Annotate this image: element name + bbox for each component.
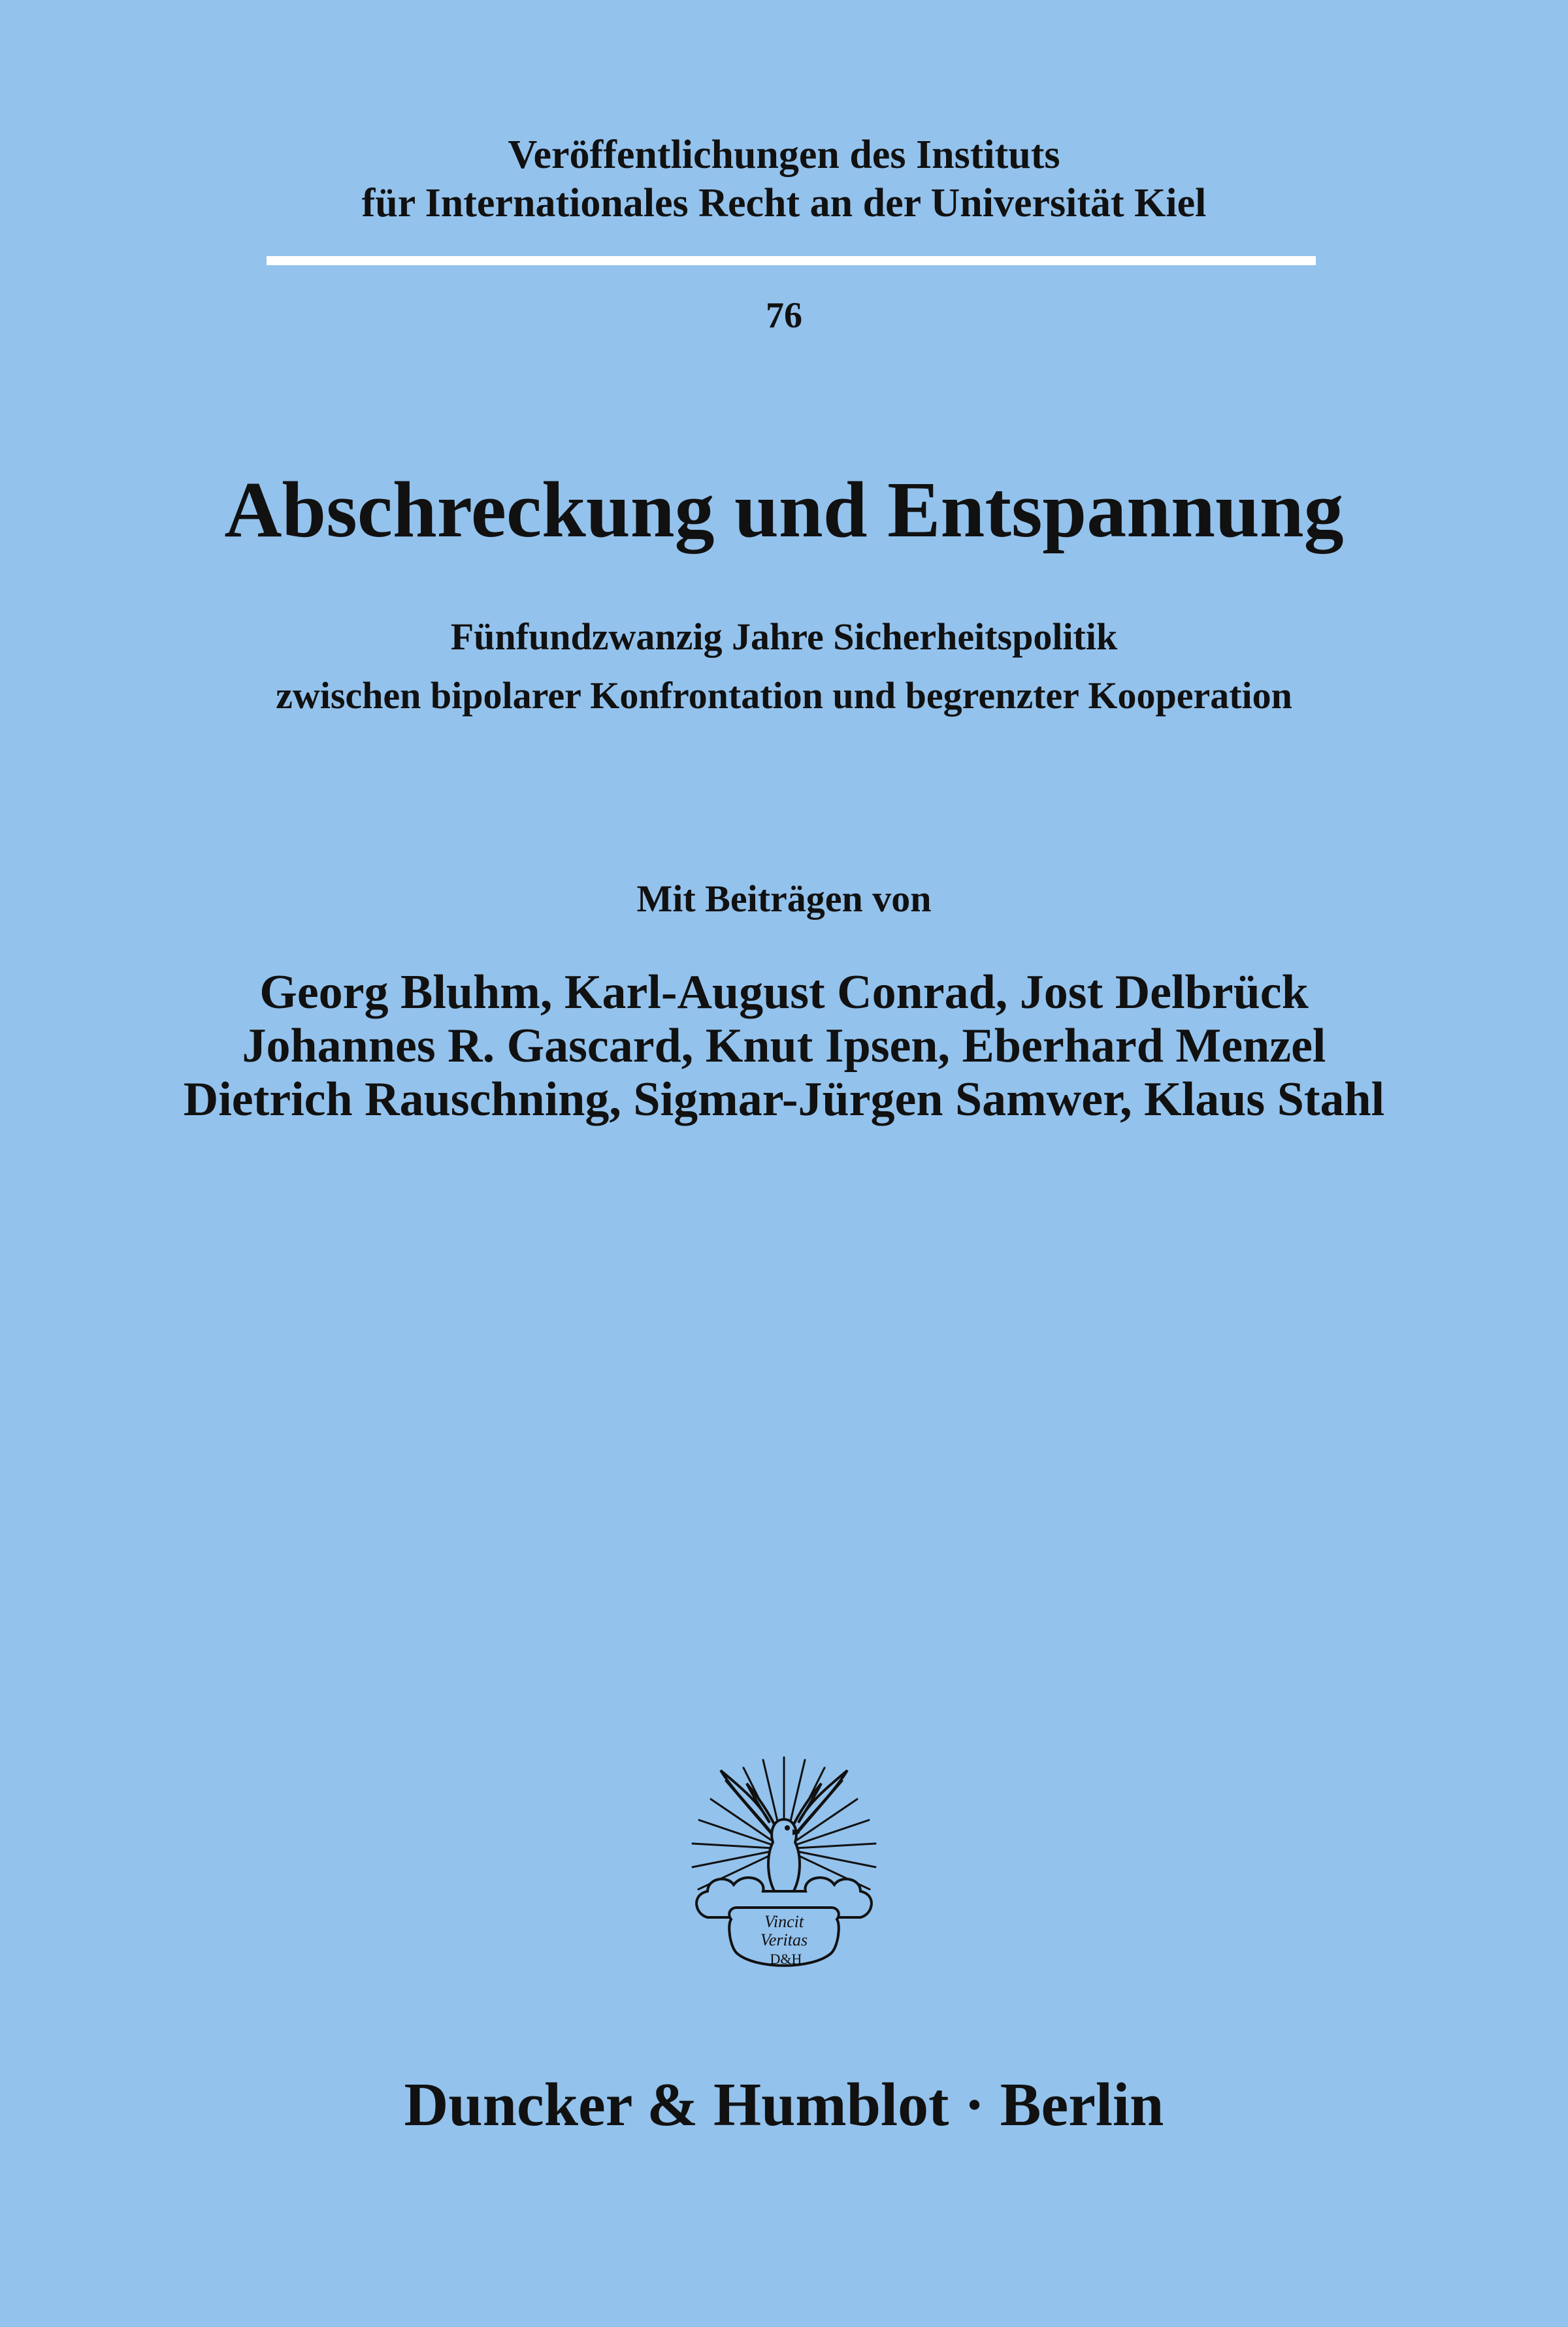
- eagle-sunburst-emblem-icon: [681, 1751, 887, 1979]
- book-title: Abschreckung und Entspannung: [224, 466, 1344, 554]
- publisher-imprint: Duncker & Humblot · Berlin: [404, 2071, 1164, 2139]
- contributors-line-1: Georg Bluhm, Karl-August Conrad, Jost Delbrück: [259, 966, 1309, 1019]
- series-line-2: für Internationales Recht an der Universität Kiel: [361, 181, 1207, 225]
- series-divider: [267, 256, 1316, 265]
- book-subtitle: [0, 608, 1568, 725]
- contributors-line-2: Johannes R. Gascard, Knut Ipsen, Eberhard Menzel: [242, 1019, 1326, 1073]
- contributors-line-3: Dietrich Rauschning, Sigmar-Jürgen Samwer, Klaus Stahl: [183, 1073, 1385, 1126]
- series-line-1: Veröffentlichungen des Instituts: [508, 133, 1060, 177]
- subtitle-line-1: Fünfundzwanzig Jahre Sicherheitspolitik: [450, 615, 1118, 658]
- contributors-label: Mit Beiträgen von: [636, 877, 932, 920]
- logo-motto-line-1: Vincit: [764, 1912, 804, 1931]
- volume-number: 76: [766, 295, 802, 336]
- logo-motto-line-2: Veritas: [760, 1930, 808, 1949]
- contributors-list: [0, 966, 1568, 1126]
- series-title: [0, 131, 1568, 227]
- logo-initials: D&H: [770, 1951, 802, 1967]
- subtitle-line-2: zwischen bipolarer Konfrontation und begrenzter Kooperation: [276, 674, 1292, 717]
